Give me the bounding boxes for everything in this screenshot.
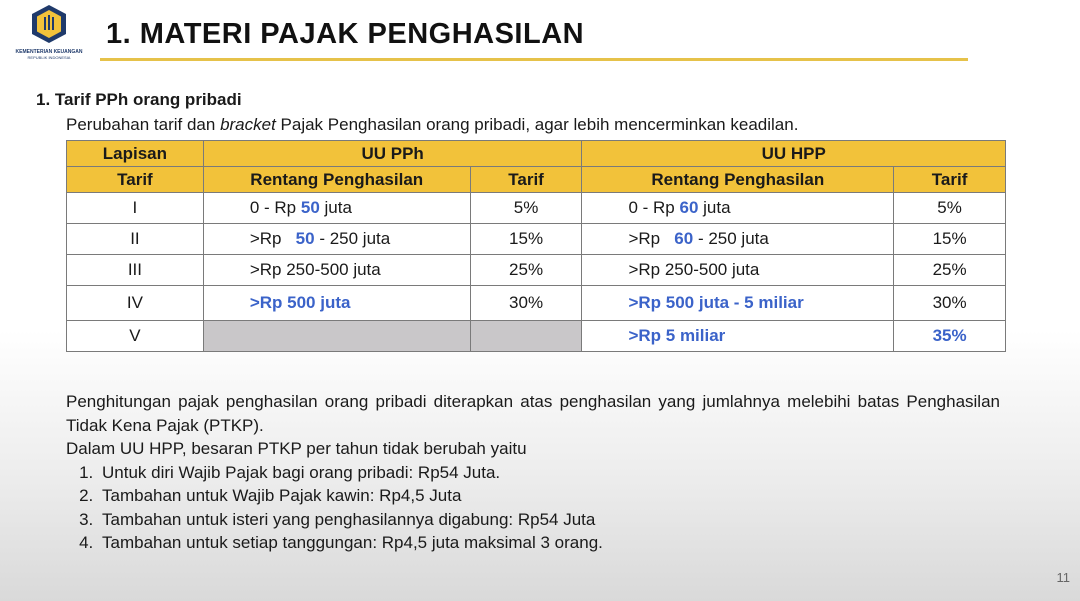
kemenkeu-emblem-icon	[29, 4, 69, 44]
layer-cell: IV	[67, 286, 204, 321]
header-uu-pph: UU PPh	[203, 141, 582, 167]
list-item: 4. Tambahan untuk setiap tanggungan: Rp4,5 juta maksimal 3 orang.	[98, 531, 1000, 555]
title-divider	[100, 58, 968, 61]
layer-cell: III	[67, 255, 204, 286]
table-row	[67, 286, 1006, 321]
hpp-rate-cell: 25%	[894, 255, 1006, 286]
logo-text: KEMENTERIAN KEUANGAN	[15, 49, 83, 55]
page-title: 1. MATERI PAJAK PENGHASILAN	[106, 18, 585, 50]
pph-range-cell: 0 - Rp 50 juta	[203, 193, 470, 224]
header-pph-tarif: Tarif	[470, 167, 582, 193]
list-item: 1. Untuk diri Wajib Pajak bagi orang pribadi: Rp54 Juta.	[98, 461, 1000, 485]
hpp-range-cell: >Rp 60 - 250 juta	[582, 224, 894, 255]
hpp-range-cell: >Rp 500 juta - 5 miliar	[582, 286, 894, 321]
ptkp-list	[66, 461, 1000, 555]
header-lapisan: Lapisan	[67, 141, 204, 167]
header-lapisan-tarif: Tarif	[67, 167, 204, 193]
pph-range-cell: >Rp 250-500 juta	[203, 255, 470, 286]
section-description: Perubahan tarif dan bracket Pajak Penghasilan orang pribadi, agar lebih mencerminkan keadilan.	[66, 115, 799, 134]
paragraph-uu-hpp: Dalam UU HPP, besaran PTKP per tahun tidak berubah yaitu	[66, 439, 527, 458]
table-row	[67, 321, 1006, 352]
header-pph-rentang: Rentang Penghasilan	[203, 167, 470, 193]
paragraph-ptkp: Penghitungan pajak penghasilan orang pribadi diterapkan atas penghasilan yang jumlahnya melebihi batas Penghasilan Tidak Kena Pajak (PTKP).	[66, 392, 1000, 435]
list-item: 3. Tambahan untuk isteri yang penghasilannya digabung: Rp54 Juta	[98, 508, 1000, 532]
layer-cell: I	[67, 193, 204, 224]
hpp-range-cell: 0 - Rp 60 juta	[582, 193, 894, 224]
hpp-rate-cell: 15%	[894, 224, 1006, 255]
layer-cell: V	[67, 321, 204, 352]
table-row	[67, 193, 1006, 224]
pph-rate-cell: 5%	[470, 193, 582, 224]
layer-cell: II	[67, 224, 204, 255]
hpp-rate-cell: 30%	[894, 286, 1006, 321]
table-row	[67, 255, 1006, 286]
header-hpp-tarif: Tarif	[894, 167, 1006, 193]
section-title: 1. Tarif PPh orang pribadi	[36, 90, 242, 109]
ministry-logo	[4, 4, 94, 60]
pph-range-cell: >Rp 50 - 250 juta	[203, 224, 470, 255]
hpp-rate-cell: 35%	[894, 321, 1006, 352]
header-uu-hpp: UU HPP	[582, 141, 1006, 167]
pph-rate-cell: 25%	[470, 255, 582, 286]
pph-range-empty-cell	[203, 321, 470, 352]
logo-subtext: REPUBLIK INDONESIA	[27, 55, 71, 60]
list-item: 2. Tambahan untuk Wajib Pajak kawin: Rp4,5 Juta	[98, 484, 1000, 508]
ptkp-explanation	[66, 390, 1000, 555]
table-row	[67, 224, 1006, 255]
header-hpp-rentang: Rentang Penghasilan	[582, 167, 894, 193]
hpp-rate-cell: 5%	[894, 193, 1006, 224]
pph-rate-cell: 15%	[470, 224, 582, 255]
pph-rate-empty-cell	[470, 321, 582, 352]
pph-rate-cell: 30%	[470, 286, 582, 321]
hpp-range-cell: >Rp 250-500 juta	[582, 255, 894, 286]
tax-rate-table	[66, 140, 1006, 352]
page-number: 11	[1056, 570, 1070, 585]
hpp-range-cell: >Rp 5 miliar	[582, 321, 894, 352]
pph-range-cell: >Rp 500 juta	[203, 286, 470, 321]
